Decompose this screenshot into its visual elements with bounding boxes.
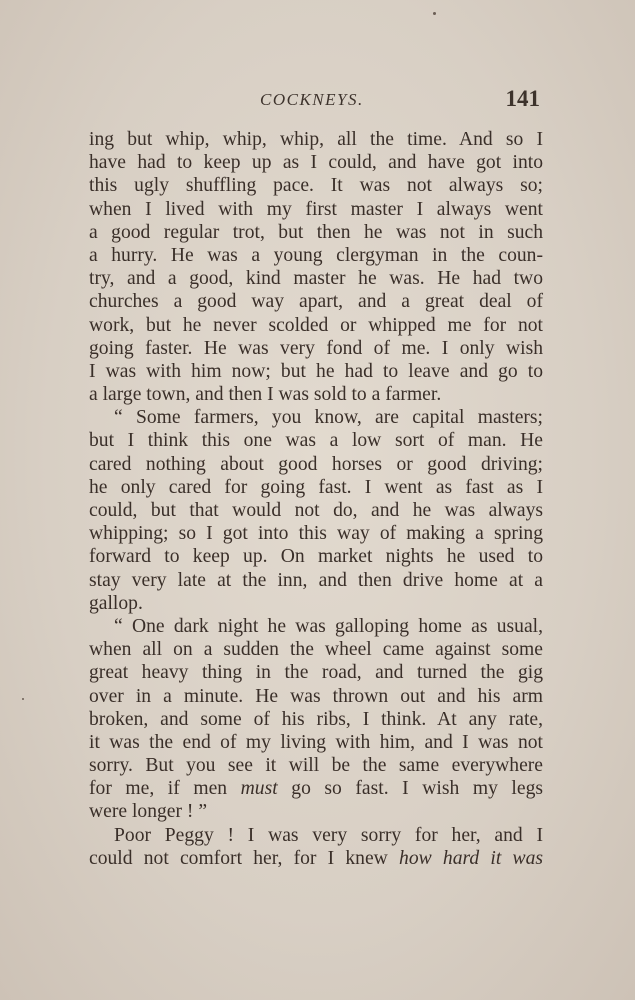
body-text [89, 128, 543, 870]
text-line: a large town, and then I was sold to a farmer. [89, 384, 442, 406]
text-line: when all on a sudden the wheel came against some [89, 639, 543, 661]
text-line: churches a good way apart, and a great deal of [89, 291, 543, 313]
text-line-with-italic [89, 847, 543, 870]
italic-emphasis: how hard it was [399, 847, 543, 869]
text-line: when I lived with my first master I always went [89, 198, 543, 220]
text-line: were longer ! ” [89, 801, 208, 823]
running-head [90, 86, 542, 116]
ink-speck [433, 12, 436, 15]
text-line: sorry. But you see it will be the same everywhere [89, 755, 543, 777]
text-line: forward to keep up. On market nights he used to [89, 546, 543, 568]
text-line: try, and a good, kind master he was. He had two [89, 268, 543, 290]
italic-emphasis: must [240, 778, 278, 800]
text-line: it was the end of my living with him, and I was not [89, 731, 543, 753]
text-line: broken, and some of his ribs, I think. At any rate, [89, 708, 543, 730]
text-segment: for me, if men [89, 778, 228, 800]
text-line: but I think this one was a low sort of man. He [89, 430, 543, 452]
text-line: cared nothing about good horses or good driving; [89, 453, 543, 475]
page-number: 141 [505, 86, 540, 111]
text-line: a good regular trot, but then he was not in such [89, 221, 543, 243]
text-line: going faster. He was very fond of me. I only wish [89, 337, 543, 359]
text-line: he only cared for going fast. I went as fast as I [89, 476, 543, 498]
text-line: I was with him now; but he had to leave and go to [89, 360, 543, 382]
ink-speck [22, 698, 24, 700]
text-segment: could not comfort her, for I knew [89, 847, 388, 869]
running-title: COCKNEYS. [260, 90, 364, 109]
text-line: stay very late at the inn, and then drive home at a [89, 569, 543, 591]
text-line: over in a minute. He was thrown out and his arm [89, 685, 543, 707]
text-segment: go so fast. I wish my legs [291, 778, 543, 800]
text-line: work, but he never scolded or whipped me for not [89, 314, 543, 336]
text-line: great heavy thing in the road, and turned the gig [89, 662, 543, 684]
text-line: ing but whip, whip, whip, all the time. And so I [89, 129, 543, 150]
text-line: have had to keep up as I could, and have got into [89, 152, 543, 174]
text-line: whipping; so I got into this way of making a spring [89, 523, 543, 545]
text-line: gallop. [89, 592, 143, 614]
paragraph-start-line: “ Some farmers, you know, are capital masters; [114, 407, 543, 429]
text-line: could, but that would not do, and he was always [89, 500, 543, 521]
paragraph-start-line: “ One dark night he was galloping home as usual, [114, 615, 543, 637]
text-line: a hurry. He was a young clergyman in the coun- [89, 244, 543, 266]
paragraph-start-line: Poor Peggy ! I was very sorry for her, and I [114, 824, 543, 846]
text-line: this ugly shuffling pace. It was not always so; [89, 175, 543, 197]
text-line-with-italic [89, 777, 543, 800]
